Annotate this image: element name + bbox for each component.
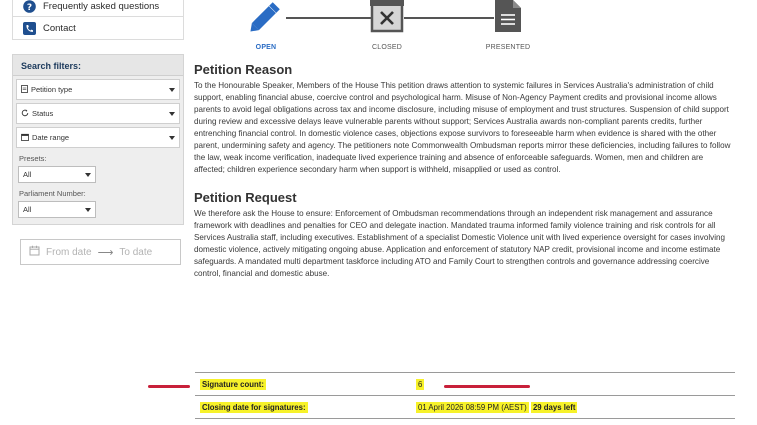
petition-reason-text: To the Honourable Speaker, Members of the House This petition draws attention to systemic failures in Services Australia's administration of child support, enabling financial abuse, coercive control and psychological harm. Misuse of Non-Agency Payment credits and provisional income allows parents to avoid legal obligations across tax and income disclosure, including misuse of employment and trust structures. Suspension of child support during review and excessive delays leave vulnerable parents without support; Services Australia awards non-compliant parents credits, further entrenching financial control. In domestic violence cases, objections expose survivors to foreseeable harm when evidence is shared with the other parent, undermining safety and agency. The petitioners note Commonwealth Ombudsman reports mirror these deficiencies, including failures to follow the law, weak income verification, inadequate lived experience training and absence of enforceable safeguards. Women, men and children are affected; children experience secondary harm when support is withheld, misapplied or used as control. [194, 81, 731, 174]
nav-item-contact-label: Contact [43, 22, 76, 34]
signature-count-row [195, 372, 735, 396]
nav-item-contact[interactable] [12, 17, 184, 40]
presets-label: Presets: [19, 154, 47, 163]
search-filters-panel [12, 54, 184, 225]
parliament-number-select-value: All [23, 205, 32, 214]
chevron-down-icon [85, 173, 91, 177]
signature-count-value: 6 [418, 379, 423, 389]
filter-date-range-label: Date range [32, 133, 70, 142]
closing-date-row [195, 396, 735, 419]
sidebar [12, 0, 184, 265]
document-icon [21, 85, 28, 95]
step-closed-label: CLOSED [372, 44, 402, 51]
chevron-down-icon [169, 136, 175, 140]
chevron-down-icon [85, 208, 91, 212]
closing-date-value: 01 April 2026 08:59 PM (AEST) [418, 402, 527, 412]
petition-content [194, 62, 734, 280]
petition-request-heading: Petition Request [194, 190, 297, 205]
nav-item-faq-label: Frequently asked questions [43, 0, 160, 12]
nav-item-faq[interactable] [12, 0, 184, 17]
petition-status-tracker [228, 0, 548, 60]
refresh-icon [21, 109, 29, 119]
arrow-right-icon: ⟶ [97, 246, 114, 259]
filter-status[interactable] [16, 103, 180, 124]
filter-status-label: Status [32, 109, 54, 118]
petition-request-text: We therefore ask the House to ensure: Enforcement of Ombudsman recommendations through an independent risk management and assurance framework with deadlines and penalties for CEO and delegate inaction. Mandated trauma informed family violence training and risk controls for all Services Australia staff, including executives. Establishment of a specialist Domestic Violence unit with lived experience oversight for cases involving domestic violence, actively mitigating ongoing abuse. Application and enforcement of statutory NAP credit, provisional income and income estimate safeguards. A mandated multi department taskforce including ATO and Family Court to strengthen controls and governance addressing coercive control, financial and domestic abuse. [194, 209, 726, 278]
date-range-input[interactable] [20, 239, 181, 265]
calendar-icon [21, 133, 29, 143]
presets-select-value: All [23, 170, 32, 179]
from-date-placeholder[interactable]: From date [46, 246, 92, 258]
step-presented [478, 0, 538, 51]
search-filters-title: Search filters: [13, 55, 183, 76]
step-open [236, 0, 296, 51]
red-annotation-mark [444, 385, 530, 388]
chevron-down-icon [169, 112, 175, 116]
filter-petition-type[interactable] [16, 79, 180, 100]
signature-count-label: Signature count: [202, 379, 264, 389]
closing-date-label: Closing date for signatures: [202, 402, 306, 412]
days-left-badge: 29 days left [532, 402, 576, 412]
calendar-icon [29, 245, 40, 259]
chevron-down-icon [169, 88, 175, 92]
presets-select[interactable] [18, 166, 96, 183]
document-icon [494, 0, 522, 38]
red-annotation-mark [148, 385, 190, 388]
pencil-icon [246, 0, 286, 39]
parliament-number-label: Parliament Number: [19, 189, 86, 198]
step-presented-label: PRESENTED [485, 44, 531, 51]
petition-reason-heading: Petition Reason [194, 62, 293, 77]
step-closed [357, 0, 417, 51]
svg-text:?: ? [26, 2, 33, 13]
step-open-label: OPEN [255, 44, 277, 51]
signature-table [195, 372, 735, 419]
closed-box-icon [370, 0, 404, 38]
filter-date-range[interactable] [16, 127, 180, 148]
filter-petition-type-label: Petition type [31, 85, 73, 94]
to-date-placeholder[interactable]: To date [119, 246, 153, 258]
parliament-number-select[interactable] [18, 201, 96, 218]
phone-icon [23, 22, 36, 35]
question-circle-icon [23, 0, 36, 13]
